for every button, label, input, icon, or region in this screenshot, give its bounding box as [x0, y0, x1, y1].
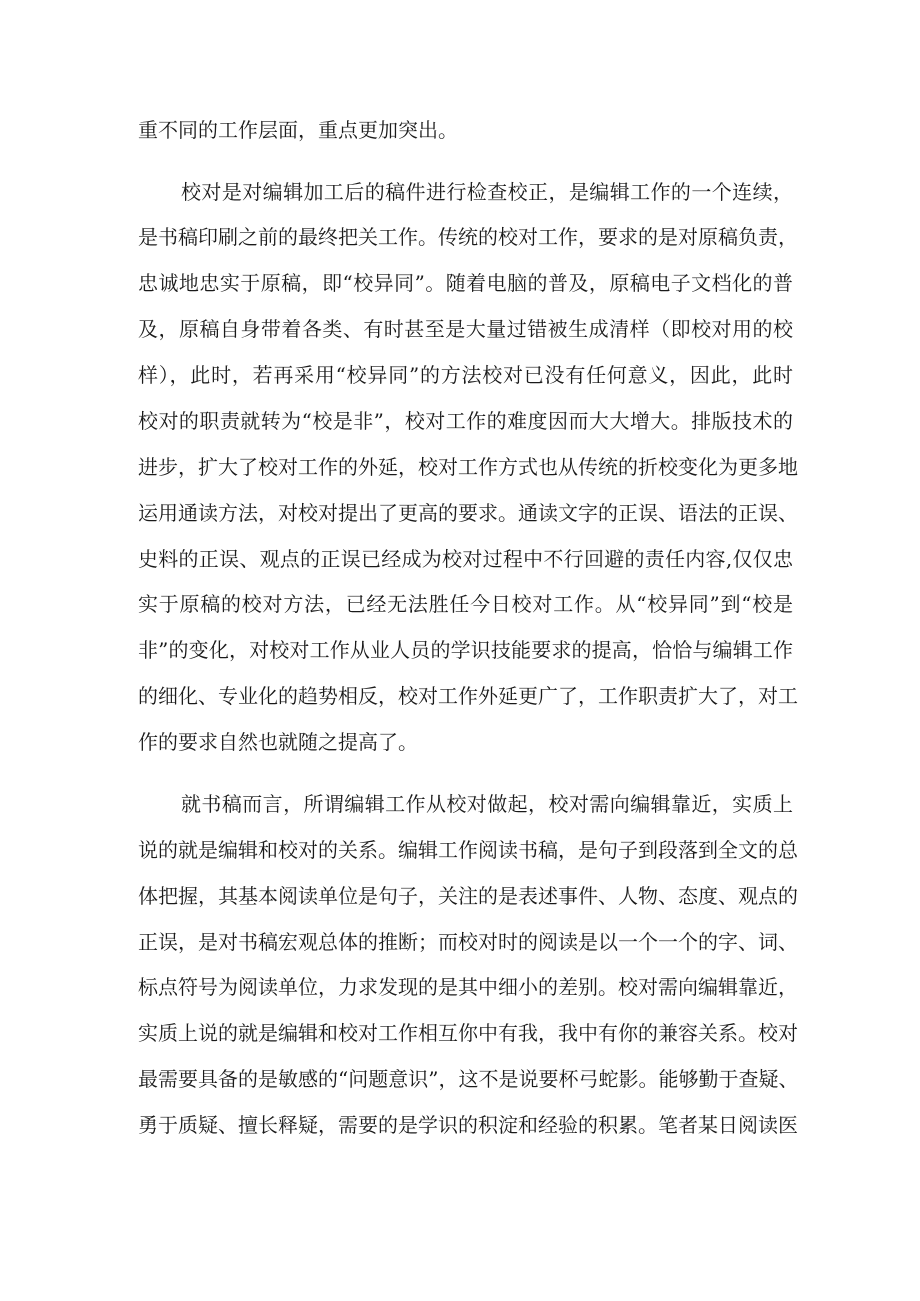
paragraph-1-line-1: 重不同的工作层面，重点更加突出。: [138, 118, 458, 142]
paragraph-2-line-10: 实于原稿的校对方法，已经无法胜任今日校对工作。从“校异同”到“校是: [138, 592, 793, 616]
paragraph-2-line-8: 运用通读方法，对校对提出了更高的要求。通读文字的正误、语法的正误、: [138, 501, 798, 525]
paragraph-3-line-4: 正误，是对书稿宏观总体的推断；而校对时的阅读是以一个一个的字、词、: [138, 930, 798, 954]
paragraph-3-line-8: 勇于质疑、擅长释疑，需要的是学识的积淀和经验的积累。笔者某日阅读医: [138, 1113, 798, 1137]
paragraph-2-line-13: 作的要求自然也就随之提高了。: [138, 730, 418, 754]
paragraph-3-line-2: 说的就是编辑和校对的关系。编辑工作阅读书稿，是句子到段落到全文的总: [138, 838, 798, 862]
paragraph-3-line-3: 体把握，其基本阅读单位是句子，关注的是表述事件、人物、态度、观点的: [138, 884, 798, 908]
paragraph-3-line-5: 标点符号为阅读单位，力求发现的是其中细小的差别。校对需向编辑靠近，: [138, 975, 798, 999]
paragraph-3-line-7: 最需要具备的是敏感的“问题意识”，这不是说要杯弓蛇影。能够勤于查疑、: [138, 1067, 799, 1091]
paragraph-3-line-1: 就书稿而言，所谓编辑工作从校对做起，校对需向编辑靠近，实质上: [181, 792, 793, 816]
paragraph-2-line-1: 校对是对编辑加工后的稿件进行检查校正，是编辑工作的一个连续，: [181, 180, 793, 204]
paragraph-2-line-12: 的细化、专业化的趋势相反，校对工作外延更广了，工作职责扩大了，对工: [138, 684, 798, 708]
paragraph-2-line-7: 进步，扩大了校对工作的外延，校对工作方式也从传统的折校变化为更多地: [138, 455, 798, 479]
paragraph-2-line-2: 是书稿印刷之前的最终把关工作。传统的校对工作，要求的是对原稿负责，: [138, 225, 798, 249]
paragraph-2-line-4: 及，原稿自身带着各类、有时甚至是大量过错被生成清样（即校对用的校: [138, 317, 793, 341]
paragraph-2-line-11: 非”的变化，对校对工作从业人员的学识技能要求的提高，恰恰与编辑工作: [138, 638, 793, 662]
paragraph-2-line-9: 史料的正误、观点的正误已经成为校对过程中不行回避的责任内容,仅仅忠: [138, 547, 793, 571]
paragraph-2-line-6: 校对的职责就转为“校是非”，校对工作的难度因而大大增大。排版技术的: [138, 409, 793, 433]
paragraph-2-line-5: 样），此时，若再采用“校异同”的方法校对已没有任何意义，因此，此时: [138, 363, 793, 387]
paragraph-2-line-3: 忠诚地忠实于原稿，即“校异同”。随着电脑的普及，原稿电子文档化的普: [138, 271, 793, 295]
paragraph-3-line-6: 实质上说的就是编辑和校对工作相互你中有我，我中有你的兼容关系。校对: [138, 1021, 798, 1045]
